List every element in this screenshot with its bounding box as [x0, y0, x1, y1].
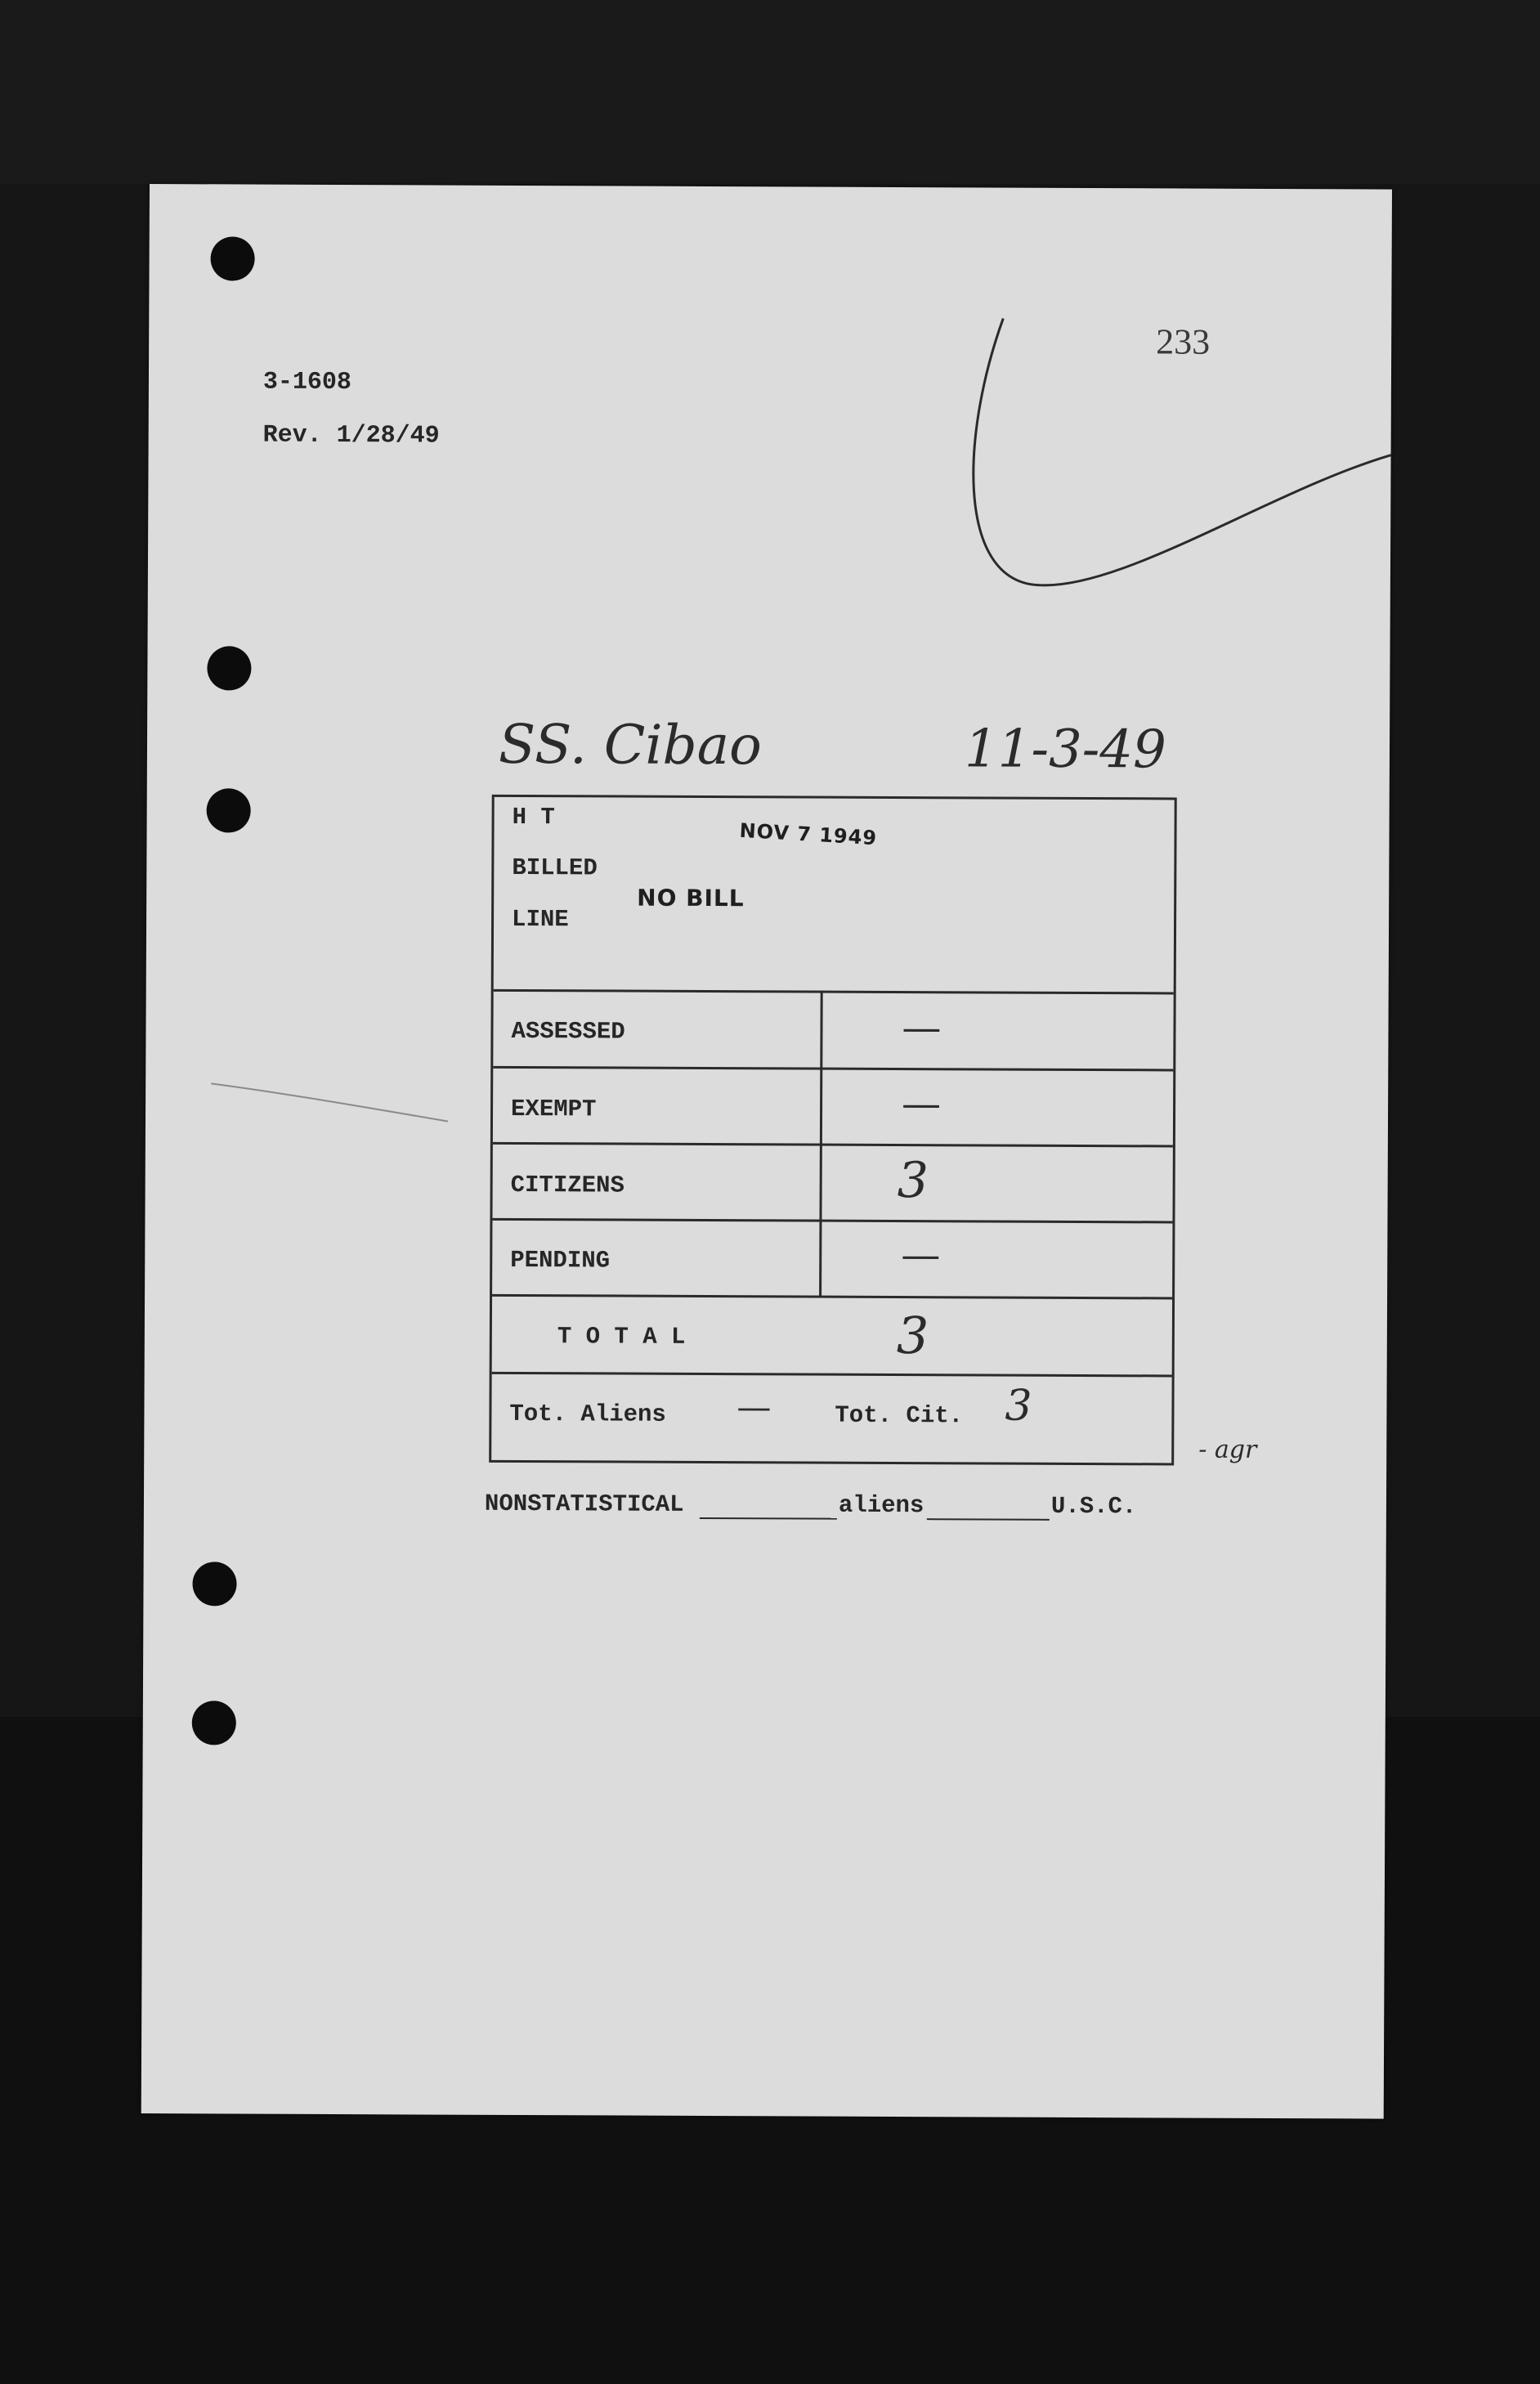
- row-divider: [493, 1142, 1173, 1148]
- citizens-label: CITIZENS: [510, 1171, 625, 1199]
- nonstatistical-label: NONSTATISTICAL: [484, 1490, 684, 1518]
- pending-label: PENDING: [510, 1246, 611, 1275]
- no-bill-stamp: NO BILL: [637, 884, 745, 912]
- received-date-stamp: NOV 7 1949: [738, 818, 878, 850]
- ship-name-handwritten: SS. Cibao: [498, 712, 763, 777]
- usc-label: U.S.C.: [1050, 1492, 1137, 1521]
- assessed-label: ASSESSED: [511, 1017, 625, 1046]
- row-divider: [493, 1066, 1173, 1072]
- faint-line-mark: [211, 1075, 456, 1125]
- ht-label: H T: [512, 803, 555, 831]
- total-label: T O T A L: [557, 1323, 686, 1351]
- page-number: 233: [1156, 321, 1211, 362]
- row-divider: [494, 989, 1174, 995]
- citizens-value: 3: [897, 1152, 929, 1210]
- total-aliens-label: Tot. Aliens: [509, 1400, 666, 1428]
- aliens-blank: [927, 1518, 1050, 1521]
- punch-hole: [192, 1562, 236, 1606]
- exempt-value: —: [901, 1081, 942, 1127]
- punch-hole: [207, 646, 251, 690]
- punch-hole: [192, 1701, 236, 1745]
- manifest-form-table: [489, 795, 1177, 1466]
- aliens-label: aliens: [838, 1491, 924, 1520]
- punch-hole: [207, 788, 251, 832]
- margin-initials: - agr: [1198, 1435, 1257, 1464]
- pending-value: —: [901, 1232, 941, 1279]
- total-citizens-value: 3: [1005, 1381, 1032, 1431]
- row-divider: [492, 1372, 1172, 1378]
- line-label: LINE: [512, 905, 569, 934]
- nonstatistical-blank: [700, 1517, 837, 1520]
- total-aliens-value: —: [736, 1387, 772, 1427]
- form-number: 3-1608: [262, 368, 352, 397]
- row-divider: [492, 1294, 1172, 1300]
- total-value: 3: [896, 1306, 929, 1366]
- exempt-label: EXEMPT: [510, 1095, 597, 1123]
- total-citizens-label: Tot. Cit.: [835, 1401, 964, 1430]
- arrival-date-handwritten: 11-3-49: [964, 719, 1166, 781]
- row-divider: [492, 1218, 1172, 1224]
- assessed-value: —: [902, 1005, 942, 1051]
- document-page: [141, 184, 1392, 2119]
- punch-hole: [210, 236, 254, 280]
- scan-background-top: [0, 0, 1540, 184]
- form-revision: Rev. 1/28/49: [262, 421, 440, 450]
- billed-label: BILLED: [512, 854, 598, 882]
